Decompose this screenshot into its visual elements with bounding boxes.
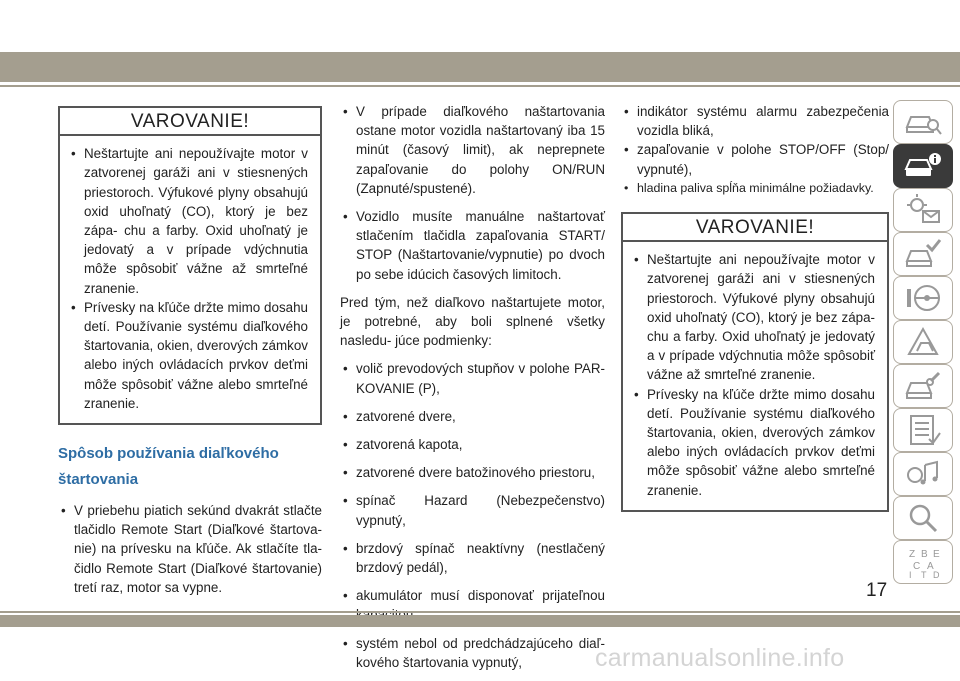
search-index-icon: [903, 501, 943, 535]
list-item: • V priebehu piatich sekúnd dvakrát stlačte tlačidlo Remote Start (Diaľkové štartova- nie) na prívesku na kľúče. Ak stlačíte tla- čidlo Remote Start (Diaľkové štartovanie) tretí raz, motor sa vypne.: [58, 501, 322, 597]
condition-item: • spínač Hazard (Nebezpečenstvo) vypnutý,: [340, 491, 605, 529]
tab-index[interactable]: [893, 540, 953, 584]
warning-item: • Neštartujte ani nepoužívajte motor v zatvorenej garáži ani v stiesnených priestoroch. Výfukové plyny obsahujú oxid uhoľnatý (CO), ktorý je bez zápa- chu a farby. Oxid uhoľnatý je jedovatý a v prípade vdýchnutia môže spôsobiť vážne až smrteľné zranenie.: [68, 144, 308, 298]
section-title-line: Spôsob používania diaľkového: [58, 445, 279, 463]
section-title-line: štartovania: [58, 471, 139, 489]
section-title: [58, 441, 322, 493]
warning-box: [621, 212, 889, 512]
car-wrench-icon: [903, 369, 943, 403]
svg-text:C: C: [913, 561, 921, 572]
svg-text:Z: Z: [909, 549, 916, 560]
column-middle: [340, 102, 605, 681]
svg-text:B: B: [921, 549, 928, 560]
svg-text:A: A: [927, 561, 934, 572]
car-magnifier-icon: [903, 105, 943, 139]
list-item: • Vozidlo musíte manuálne naštartovať stlačením tlačidla zapaľovania START/ STOP (Naštartovanie/vypnutie) po dvoch po sebe idúcich časových limitoch.: [340, 207, 605, 284]
condition-item: • hladina paliva spĺňa minimálne požiadavky.: [621, 179, 889, 198]
warning-item: • Prívesky na kľúče držte mimo dosahu detí. Používanie systému diaľkového štartovania, okien, dverových zámkov alebo iných ovládacích prvkov deťmi môže spôsobiť vážne alebo smrteľné zranenie.: [631, 385, 875, 500]
page-number: 17: [866, 580, 888, 601]
column-left: [58, 106, 322, 597]
list-item: • V prípade diaľkového naštartovania ostane motor vozidla naštartovaný iba 15 minút (časový limit), ak neprepnete zapaľovanie do polohy ON/RUN (Zapnuté/spustené).: [340, 102, 605, 198]
car-info-icon: [903, 149, 943, 183]
svg-text:T: T: [921, 570, 927, 579]
condition-item: • akumulátor musí disponovať prijateľnou: [340, 586, 605, 624]
footer-rule: [0, 611, 960, 613]
warning-box: [58, 106, 322, 425]
svg-text:D: D: [933, 570, 940, 579]
tab-car-check[interactable]: [893, 232, 953, 276]
warning-light-mail-icon: [903, 193, 943, 227]
footer-band: [0, 615, 960, 627]
condition-item: • volič prevodových stupňov v polohe PAR- KOVANIE (P),: [340, 359, 605, 397]
condition-item: • zatvorené dvere,: [340, 407, 605, 426]
condition-item: • brzdový spínač neaktívny (nestlačený brzdový pedál),: [340, 539, 605, 577]
header-rule: [0, 85, 960, 87]
tab-search[interactable]: [893, 496, 953, 540]
car-checkmark-icon: [903, 237, 943, 271]
warning-title: VAROVANIE!: [623, 214, 887, 242]
tab-multimedia[interactable]: [893, 452, 953, 496]
svg-text:E: E: [933, 549, 940, 560]
tab-warning-lights[interactable]: [893, 188, 953, 232]
column-right: [621, 102, 889, 512]
checklist-icon: [903, 413, 943, 447]
tab-emergency[interactable]: [893, 320, 953, 364]
tab-car-magnifier[interactable]: [893, 100, 953, 144]
steering-wheel-icon: [903, 281, 943, 315]
tab-driving[interactable]: [893, 276, 953, 320]
condition-item: • zatvorené dvere batožinového priestoru,: [340, 463, 605, 482]
tab-service[interactable]: [893, 364, 953, 408]
svg-text:I: I: [909, 570, 912, 579]
paragraph: Pred tým, než diaľkovo naštartujete motor, je potrebné, aby boli splnené všetky nasledu- júce podmienky:: [340, 294, 605, 349]
multimedia-icon: [903, 457, 943, 491]
condition-item: • zapaľovanie v polohe STOP/OFF (Stop/ vypnuté),: [621, 140, 889, 178]
warning-item: • Prívesky na kľúče držte mimo dosahu detí. Používanie systému diaľkového štartovania, okien, dverových zámkov alebo iných ovládacích prvkov deťmi môže spôsobiť vážne alebo smrteľné zranenie.: [68, 298, 308, 413]
tab-specifications[interactable]: [893, 408, 953, 452]
header-band: [0, 52, 960, 82]
tab-car-info[interactable]: [893, 144, 953, 188]
condition-item: • indikátor systému alarmu zabezpečenia vozidla bliká,: [621, 102, 889, 140]
alphabet-index-icon: [903, 545, 943, 579]
watermark: carmanualsonline.info: [595, 644, 845, 672]
warning-item: • Neštartujte ani nepoužívajte motor v zatvorenej garáži ani v stiesnených priestoroch. Výfukové plyny obsahujú oxid uhoľnatý (CO), ktorý je bez zápa- chu a farby. Oxid uhoľnatý je jedovatý a v prípade vdýchnutia môže spôsobiť vážne až smrteľné zranenie.: [631, 250, 875, 384]
condition-item: • zatvorená kapota,: [340, 435, 605, 454]
warning-title: VAROVANIE!: [60, 108, 320, 136]
road-warning-icon: [903, 325, 943, 359]
condition-item: • systém nebol od predchádzajúceho diaľ- kového štartovania vypnutý,: [340, 634, 605, 672]
